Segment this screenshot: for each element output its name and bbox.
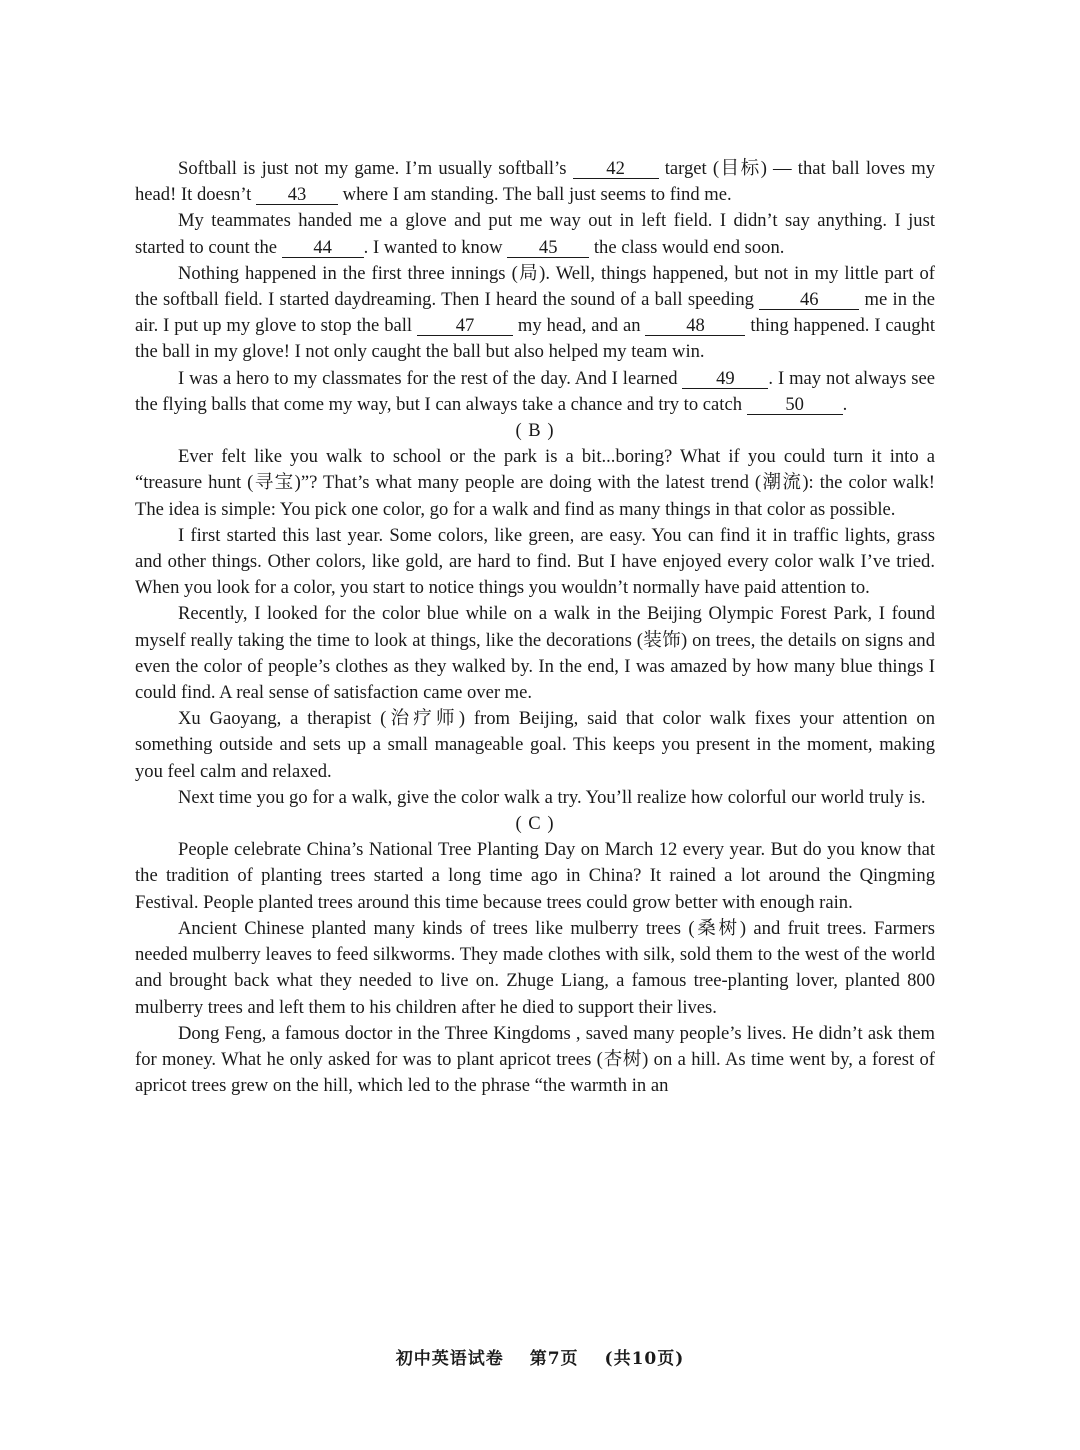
text: . I wanted to know	[363, 236, 508, 258]
paragraph-b4: Xu Gaoyang, a therapist (治疗师) from Beijing, said that color walk fixes your attention on something outside and sets up a small manageable goal. This keeps you present in the moment, making you feel calm and relaxed.	[135, 708, 935, 782]
text: . I may not always see the flying balls that come my way, but I can always take a chance and try to catch	[135, 367, 935, 415]
text: Nothing happened in the first three innings (局). Well, things happened, but not in my little part of the softball field. I started daydreaming. Then I heard the sound of a ball speeding	[135, 262, 935, 311]
paragraph-c2: Ancient Chinese planted many kinds of trees like mulberry trees (桑树) and fruit trees. Farmers needed mulberry leaves to feed silkworms. They made clothes with silk, sold them to the west of the world and brought back what they needed to live on. Zhuge Liang, a famous tree-planting lover, planted 800 mulberry trees and left them to his children after he died to support their lives.	[135, 917, 935, 1018]
text: target (目标) — that ball loves my head! It doesn’t	[135, 158, 935, 206]
paragraph-a3	[135, 261, 935, 366]
text: me in the air. I put up my glove to stop the ball	[135, 289, 935, 337]
text: My teammates handed me a glove and put me way out in left field. I didn’t say anything. I just started to count the	[135, 210, 935, 258]
blank-50: 50	[747, 395, 843, 415]
text: where I am standing. The ball just seems to find me.	[338, 184, 732, 206]
footer-page: 第7页	[529, 1349, 579, 1369]
text: Softball is just not my game. I’m usually softball’s	[178, 158, 573, 179]
footer-total: (共10页)	[604, 1349, 685, 1369]
blank-49: 49	[682, 369, 768, 389]
blank-42: 42	[573, 159, 659, 179]
paragraph-b5: Next time you go for a walk, give the color walk a try. You’ll realize how colorful our world truly is.	[178, 786, 926, 808]
blank-48: 48	[645, 316, 745, 336]
page-footer	[0, 1344, 1080, 1369]
text: thing happened. I caught the ball in my glove! I not only caught the ball but also helped my team win.	[135, 315, 935, 363]
text: .	[842, 393, 848, 415]
paragraph-a1	[135, 156, 935, 208]
blank-45: 45	[507, 238, 589, 258]
blank-44: 44	[282, 238, 364, 258]
paragraph-b1: Ever felt like you walk to school or the park is a bit...boring? What if you could turn it into a “treasure hunt (寻宝)”? That’s what many people are doing with the latest trend (潮流): the color walk! The idea is simple: You pick one color, go for a walk and find as many things in that color as possible.	[135, 446, 935, 520]
paragraph-c1: People celebrate China’s National Tree Planting Day on March 12 every year. But do you know that the tradition of planting trees started a long time ago in China? It rained a lot around the Qingming Festival. People planted trees around this time because trees could grow better with enough rain.	[135, 839, 935, 913]
paragraph-a2	[135, 208, 935, 260]
paragraph-c3: Dong Feng, a famous doctor in the Three Kingdoms , saved many people’s lives. He didn’t ask them for money. What he only asked for was to plant apricot trees (杏树) on a hill. As time went by, a forest of apricot trees grew on the hill, which led to the phrase “the warmth in an	[135, 1022, 935, 1097]
text: my head, and an	[513, 315, 646, 337]
blank-43: 43	[256, 185, 338, 205]
text: I was a hero to my classmates for the rest of the day. And I learned	[178, 367, 683, 389]
section-heading-b: ( B )	[515, 420, 555, 442]
section-heading-c: ( C )	[515, 813, 555, 835]
footer-title: 初中英语试卷	[395, 1349, 504, 1369]
paragraph-a4	[135, 366, 935, 418]
paragraph-b3: Recently, I looked for the color blue while on a walk in the Beijing Olympic Forest Park, I found myself really taking the time to look at things, like the decorations (装饰) on trees, the details on signs and even the color of people’s clothes as they walked by. In the end, I was amazed by how many blue things I could find. A real sense of satisfaction came over me.	[135, 603, 935, 704]
blank-46: 46	[759, 290, 859, 310]
blank-47: 47	[417, 316, 513, 336]
exam-page	[135, 156, 935, 1099]
text: the class would end soon.	[589, 236, 785, 258]
paragraph-b2: I first started this last year. Some colors, like green, are easy. You can find it in traffic lights, grass and other things. Other colors, like gold, are hard to find. But I have enjoyed every color walk I’ve tried. When you look for a color, you start to notice things you wouldn’t normally have paid attention to.	[135, 524, 935, 599]
